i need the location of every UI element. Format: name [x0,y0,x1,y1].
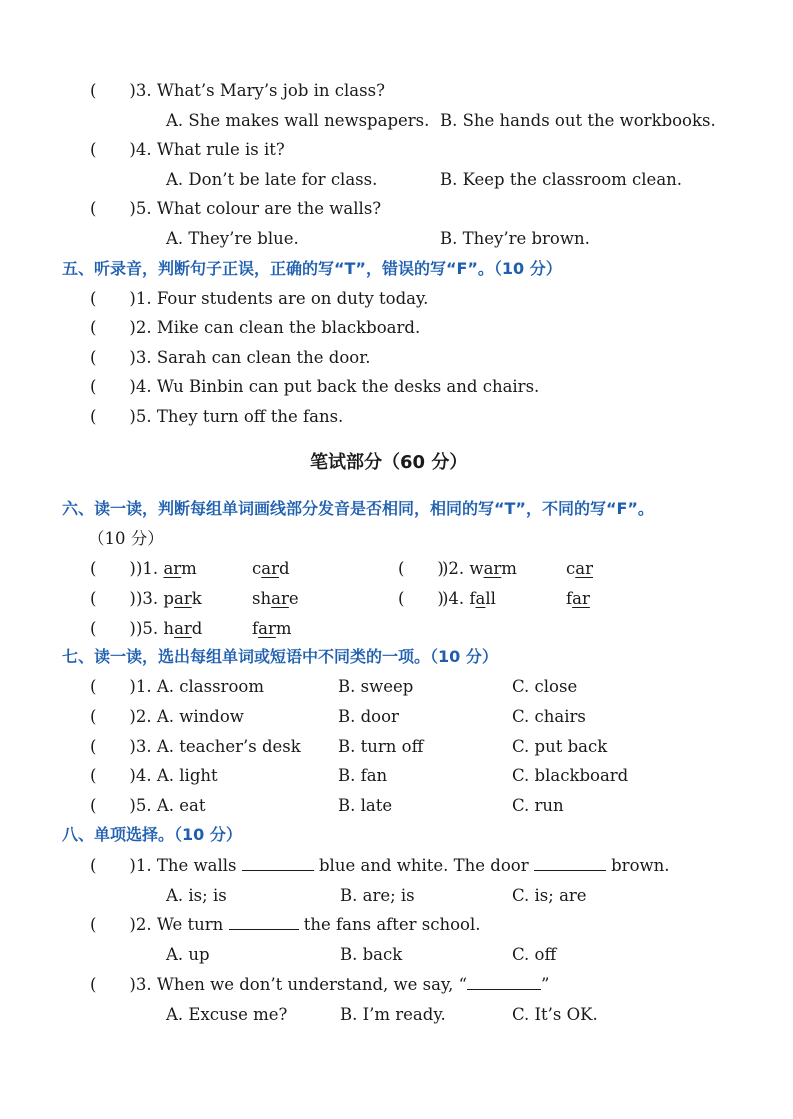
sec7-q2-b: B. door [338,707,399,726]
sec8-q3-a: A. Excuse me? [166,1005,288,1024]
sec7-q2-c: C. chairs [512,707,586,726]
sec6-q1-pair: card [252,559,290,578]
sec7-q3-b: B. turn off [338,737,424,756]
sec8-q1-stem: ( )1. The walls blue and white. The door brown. [90,856,670,875]
listen-q5-option-b: B. They’re brown. [440,229,590,248]
sec7-q5-c: C. run [512,796,564,815]
sec8-q3-b: B. I’m ready. [340,1005,446,1024]
sec5-item-4: ( )4. Wu Binbin can put back the desks and chairs. [90,377,540,396]
listen-q3-option-b: B. She hands out the workbooks. [440,111,716,130]
sec7-q1-c: C. close [512,677,578,696]
sec6-q2: ( ) [398,559,444,578]
sec6-q5: ( ) [90,619,136,638]
section6-heading: 六、读一读，判断每组单词画线部分发音是否相同，相同的写“T”，不同的写“F”。 [62,499,654,518]
sec7-q4-stem: ( )4. A. light [90,766,218,785]
sec6-q2-word: )2. warm [442,559,517,578]
sec6-q4-word: )4. fall [442,589,496,608]
sec7-q1-b: B. sweep [338,677,414,696]
listen-q4-option-b: B. Keep the classroom clean. [440,170,683,189]
listen-q4-stem: ( )4. What rule is it? [90,140,285,159]
sec8-q2-b: B. back [340,945,403,964]
section8-heading: 八、单项选择。（10 分） [62,825,242,844]
listen-q3-option-a: A. She makes wall newspapers. [166,111,430,130]
sec7-q4-b: B. fan [338,766,388,785]
section5-heading: 五、听录音，判断句子正误，正确的写“T”，错误的写“F”。（10 分） [62,259,562,278]
paren: ( ) [90,559,136,578]
answer-blank[interactable] [242,856,314,871]
sec5-item-5: ( )5. They turn off the fans. [90,407,344,426]
sec7-q5-stem: ( )5. A. eat [90,796,206,815]
sec6-q1-word: )1. arm [136,559,197,578]
sec6-q3-word: )3. park [136,589,202,608]
answer-blank[interactable] [229,915,299,930]
listen-q3-stem: ( )3. What’s Mary’s job in class? [90,81,385,100]
sec8-q3-c: C. It’s OK. [512,1005,598,1024]
sec8-q1-c: C. is; are [512,886,587,905]
sec5-item-1: ( )1. Four students are on duty today. [90,289,429,308]
answer-blank[interactable] [534,856,606,871]
sec7-q4-c: C. blackboard [512,766,629,785]
sec5-item-2: ( )2. Mike can clean the blackboard. [90,318,421,337]
sec6-q3: ( ) [90,589,136,608]
section6-score: （10 分） [88,529,164,548]
sec6-q1 [90,558,136,580]
sec8-q2-stem: ( )2. We turn the fans after school. [90,915,481,934]
sec6-q4: ( ) [398,589,444,608]
sec6-q2-pair: car [566,559,593,578]
sec8-q3-stem: ( )3. When we don’t understand, we say, “ ” [90,975,550,994]
listen-q5-option-a: A. They’re blue. [166,229,299,248]
sec8-q1-a: A. is; is [166,886,227,905]
written-part-title: 笔试部分（60 分） [310,452,468,473]
sec6-q4-pair: far [566,589,590,608]
sec7-q3-c: C. put back [512,737,608,756]
answer-blank[interactable] [467,975,541,990]
sec6-q5-pair: farm [252,619,292,638]
sec7-q1-stem: ( )1. A. classroom [90,677,264,696]
sec7-q3-stem: ( )3. A. teacher’s desk [90,737,301,756]
sec6-q3-pair: share [252,589,299,608]
sec7-q5-b: B. late [338,796,393,815]
section7-heading: 七、读一读，选出每组单词或短语中不同类的一项。（10 分） [62,647,498,666]
listen-q4-option-a: A. Don’t be late for class. [166,170,378,189]
sec8-q2-c: C. off [512,945,557,964]
sec8-q2-a: A. up [166,945,210,964]
sec5-item-3: ( )3. Sarah can clean the door. [90,348,371,367]
sec7-q2-stem: ( )2. A. window [90,707,244,726]
sec8-q1-b: B. are; is [340,886,415,905]
listen-q5-stem: ( )5. What colour are the walls? [90,199,382,218]
sec6-q5-word: )5. hard [136,619,203,638]
